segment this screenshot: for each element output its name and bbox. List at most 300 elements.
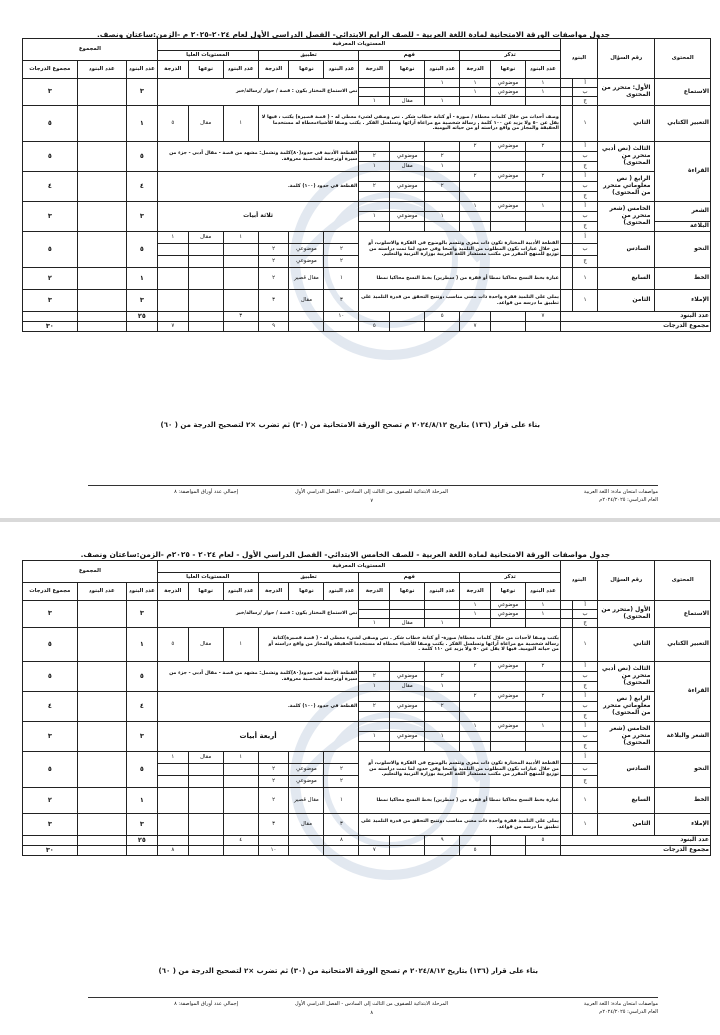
subject-grammar: النحو	[655, 752, 711, 788]
header-grade: الدرجة	[157, 61, 188, 79]
cell-value: ١	[223, 232, 258, 244]
subject-grammar: النحو	[655, 232, 711, 268]
total-count: ٥	[126, 662, 157, 692]
cell-value: ٢	[324, 776, 359, 788]
cell-value: ٢	[359, 702, 390, 712]
cell-value: ١	[525, 722, 560, 732]
total-grades: ٣	[23, 290, 78, 312]
cell-value: ٥	[157, 628, 188, 662]
cell-value: ١	[359, 732, 390, 742]
item-letter: أ	[573, 202, 598, 212]
subject-reading: القراءة	[655, 662, 711, 722]
cell-value: ٢	[460, 692, 491, 702]
question-2: الثاني	[597, 628, 655, 662]
cell-type: موضوعي	[390, 672, 425, 682]
header-count: عدد البنود	[126, 61, 157, 79]
header-content: المحتوى	[655, 561, 711, 601]
spec-table-grade5	[22, 560, 711, 856]
q6-description: القطعة الأدبية المختارة تكون ذات مغزى وتتسم بالوضوح في الفكرة والاسلوب، أو من خلال عبارات يكون المطلوب من التلميذ واضحا وفي حدود لما تمت دراسته من توزيع للمنهج المقرر من مكتب مستشار اللغة العربية بوزارة التربية والتعليم.	[359, 232, 561, 268]
cell-value: ٧	[525, 312, 560, 322]
cell-value: ١	[425, 619, 460, 628]
total-grades: ٣	[23, 814, 78, 836]
q4-description: القطعة في حدود (١٠٠) كلمة.	[157, 692, 359, 722]
cell-value: ٢	[425, 702, 460, 712]
q4-description: القطعة في حدود (١٠٠) كلمة.	[157, 172, 359, 202]
cell-value: ٢	[324, 256, 359, 268]
header-question-no: رقم السؤال	[597, 39, 655, 79]
total-grades: ٥	[23, 232, 78, 268]
total-count: ٥	[126, 752, 157, 788]
item-letter: ج	[573, 619, 598, 628]
cell-value: ٢	[425, 182, 460, 192]
cell-value: ٣	[223, 312, 258, 322]
footer-sheets: إجمالي عدد أوراق المواصفة: ٨	[174, 1001, 238, 1007]
total-grades: ٣	[23, 79, 78, 106]
cell-type: مقال	[390, 619, 425, 628]
item-letter: أ	[573, 692, 598, 702]
subject-listening: الاستماع	[655, 79, 711, 106]
q8-description: يملى على التلميذ فقرة واحدة ذات معنى مناسب ،وتتيح التحقق من قدرة التلميذ على تطبيق ما درسه من قواعد.	[359, 290, 561, 312]
item-letter: ١	[573, 290, 598, 312]
cell-value: ١	[460, 610, 491, 619]
cell-type: مقال قصير	[289, 788, 324, 814]
cell-type: موضوعي	[289, 244, 324, 256]
header-type: نوعها	[490, 61, 525, 79]
page-1-footer	[88, 485, 658, 507]
cell-value: ١	[359, 212, 390, 222]
question-5: الخامس (شعر متحرر من المحتوى)	[597, 722, 655, 752]
total-grades: ٣	[23, 722, 78, 752]
item-letter: ج	[573, 776, 598, 788]
cell-value: ٨	[324, 836, 359, 846]
total-count: ١	[126, 268, 157, 290]
cell-value: ٢	[525, 692, 560, 702]
question-1: الأول: متحرر من المحتوى	[597, 79, 655, 106]
question-6: السادس	[597, 232, 655, 268]
q2-description: وصف أحداث من خلال كلمات معطاة / صورة - أو كتابة خطاب شكر . نص وصفي لشيء معطى له - ( قصة قصيرة) يكتب ، فيها لا يقل عن ٥٠ ولا يزيد عن ١٠٠ كلمة . رسالة شخصية مع مراعاة آرائها وتسلسل الفكر . يكتب وصفا للأشياءمعطاة له مستخدما الحقيقة والمجاز من واقع دراسته أو من حياته اليومية.	[258, 106, 560, 142]
cell-value: ١	[525, 88, 560, 97]
cell-type: مقال	[390, 97, 425, 106]
total-count: ٥	[126, 142, 157, 172]
spec-table-grade4	[22, 38, 711, 332]
header-apply: تطبيق	[258, 51, 359, 61]
subject-poetry: الشعر	[655, 202, 711, 222]
header-total: المجموع	[23, 561, 158, 583]
total-count: ٣	[126, 79, 157, 106]
question-4: الرابع ( نص معلوماتي متحرر من المحتوى)	[597, 172, 655, 202]
cell-value: ١	[324, 268, 359, 290]
cell-value: ١	[359, 97, 390, 106]
cell-type: موضوعي	[289, 256, 324, 268]
cell-value: ٢	[460, 662, 491, 672]
cell-type: موضوعي	[490, 79, 525, 88]
cell-value: ١	[525, 79, 560, 88]
cell-value: ١	[425, 212, 460, 222]
footer-stage: المرحلة الابتدائية للصفوف من الثالث إلى السادس - الفصل الدراسي الأول	[295, 489, 448, 495]
cell-value: ٣	[324, 814, 359, 836]
total-grades: ٣٠	[23, 846, 78, 856]
row-sum-grades: مجموع الدرجات	[560, 322, 710, 332]
subject-listening: الاستماع	[655, 601, 711, 628]
item-letter: ب	[573, 152, 598, 162]
cell-value: ٥	[425, 312, 460, 322]
header-type: نوعها	[289, 583, 324, 601]
q5-description: ثلاثة أبيات	[157, 202, 359, 232]
header-grade: الدرجة	[359, 583, 390, 601]
total-count: ٢٥	[126, 312, 157, 322]
total-grades: ٥	[23, 106, 78, 142]
question-7: السابع	[597, 788, 655, 814]
cell-type: موضوعي	[390, 732, 425, 742]
subject-calligraphy: الخط	[655, 268, 711, 290]
item-letter: ١	[573, 106, 598, 142]
header-count: عدد البنود	[425, 61, 460, 79]
item-letter: ب	[573, 764, 598, 776]
header-understand: فهم	[359, 51, 460, 61]
item-letter: ج	[573, 712, 598, 722]
cell-value: ٢	[258, 256, 289, 268]
total-count: ١	[126, 106, 157, 142]
cell-value: ١٠	[324, 312, 359, 322]
header-count: عدد البنود	[525, 61, 560, 79]
header-count: عدد البنود	[525, 583, 560, 601]
subject-dictation: الإملاء	[655, 814, 711, 836]
item-letter: ب	[573, 244, 598, 256]
cell-value: ٢	[460, 172, 491, 182]
cell-value: ٣	[258, 814, 289, 836]
cell-type: موضوعي	[490, 662, 525, 672]
question-5: الخامس (شعر متحرر من المحتوى)	[597, 202, 655, 232]
cell-value: ٥	[359, 322, 390, 332]
cell-type: مقال قصير	[289, 268, 324, 290]
cell-value: ١	[525, 610, 560, 619]
item-letter: ج	[573, 256, 598, 268]
header-type: نوعها	[188, 583, 223, 601]
cell-value: ٩	[425, 836, 460, 846]
footer-year: العام الدراسي: ٢٠٢٤/٢٠٢٥م	[599, 497, 658, 503]
item-letter: ١	[573, 788, 598, 814]
cell-value: ٥	[460, 846, 491, 856]
footer-sheets: إجمالي عدد أوراق المواصفة: ٨	[174, 489, 238, 495]
header-type: نوعها	[390, 583, 425, 601]
total-grades: ٥	[23, 142, 78, 172]
total-count: ٤	[126, 172, 157, 202]
item-letter: ب	[573, 182, 598, 192]
page-2-title: جدول مواصفات الورقة الامتحانية لمادة اللغة العربية - للصف الخامس الابتدائي- الفصل الدراسي الأول - لعام ٢٠٢٤ - ٢٠٢٥م -الزمن:ساعتان ونصف.	[80, 550, 610, 559]
item-letter: أ	[573, 79, 598, 88]
q5-description: أربعة أبيات	[157, 722, 359, 752]
page-number: ٧	[370, 498, 373, 504]
question-1: الأول (متحرر من المحتوى)	[597, 601, 655, 628]
cell-type: موضوعي	[490, 88, 525, 97]
header-higher: المستويات العليا	[157, 51, 258, 61]
cell-value: ١	[460, 88, 491, 97]
header-higher: المستويات العليا	[157, 573, 258, 583]
header-cognitive: المستويات المعرفية	[157, 39, 560, 51]
header-count: عدد البنود	[77, 583, 126, 601]
cell-value: ١	[324, 788, 359, 814]
total-count: ١	[126, 628, 157, 662]
footer-subject: مواصفات امتحان مادة: اللغة العربية	[583, 1001, 658, 1007]
cell-value: ١	[223, 628, 258, 662]
cell-type: موضوعي	[490, 722, 525, 732]
cell-value: ١	[425, 162, 460, 172]
item-letter: ١	[573, 814, 598, 836]
cell-value: ٣	[324, 290, 359, 312]
header-type: نوعها	[490, 583, 525, 601]
cell-type: مقال	[289, 814, 324, 836]
cell-value: ٥	[157, 106, 188, 142]
subject-writing: التعبير الكتابي	[655, 628, 711, 662]
total-grades: ٥	[23, 628, 78, 662]
cell-value: ٩	[258, 322, 289, 332]
cell-value: ٢	[525, 172, 560, 182]
cell-value: ٢	[525, 142, 560, 152]
cell-type: موضوعي	[390, 212, 425, 222]
cell-type: موضوعي	[490, 692, 525, 702]
cell-value: ١	[460, 79, 491, 88]
header-cognitive: المستويات المعرفية	[157, 561, 560, 573]
cell-value: ١	[157, 232, 188, 244]
cell-value: ١	[223, 106, 258, 142]
subject-writing: التعبير الكتابي	[655, 106, 711, 142]
header-count: عدد البنود	[126, 583, 157, 601]
page-2-footer	[88, 997, 658, 1019]
header-total: المجموع	[23, 39, 158, 61]
subject-calligraphy: الخط	[655, 788, 711, 814]
question-7: السابع	[597, 268, 655, 290]
subject-dictation: الإملاء	[655, 290, 711, 312]
cell-value: ٤	[223, 836, 258, 846]
item-letter: ج	[573, 192, 598, 202]
total-count: ٣	[126, 722, 157, 752]
cell-type: موضوعي	[490, 172, 525, 182]
total-grades: ٣	[23, 202, 78, 232]
q8-description: يملى على التلميذ فقرة واحدة ذات معنى مناسب ،وتتيح التحقق من قدرة التلميذ على تطبيق ما درسه من قواعد.	[359, 814, 561, 836]
cell-value: ١	[425, 682, 460, 692]
cell-type: مقال	[188, 628, 223, 662]
item-letter: أ	[573, 752, 598, 764]
cell-value: ١	[359, 619, 390, 628]
cell-value: ٢	[324, 764, 359, 776]
q7-description: عبارة بخط النسخ محاكيا نمطا أو فقرة من ( سطرين) بخط النسخ محاكيا نمطا	[359, 268, 561, 290]
row-num-items: عدد البنود	[560, 836, 710, 846]
cell-value: ٢	[258, 244, 289, 256]
item-letter: أ	[573, 232, 598, 244]
cell-value: ٧	[359, 846, 390, 856]
cell-value: ٧	[460, 322, 491, 332]
cell-type: موضوعي	[490, 601, 525, 610]
question-6: السادس	[597, 752, 655, 788]
cell-type: مقال	[188, 106, 223, 142]
item-letter: ب	[573, 610, 598, 619]
cell-type: مقال	[188, 752, 223, 764]
question-8: الثامن	[597, 290, 655, 312]
q1-description: نص الاستماع المختار يكون : قصة / حوار /رسالة/خبر	[157, 79, 359, 106]
q1-description: نص الاستماع المختار يكون : قصة / حوار /رسالة/خبر	[157, 601, 359, 628]
page-1-title: جدول مواصفات الورقة الامتحانية لمادة اللغة العربية - للصف الرابع الابتدائي- الفصل الدراسي الأول لعام ٢٠٢٤-٢٠٢٥ م -الزمن:ساعتان ونصف.	[97, 30, 610, 39]
header-count: عدد البنود	[77, 61, 126, 79]
cell-type: موضوعي	[390, 702, 425, 712]
item-letter: ج	[573, 742, 598, 752]
cell-type: موضوعي	[289, 776, 324, 788]
q3-description: القطعة الأدبية في حدود(٨٠)كلمة وتشمل: مشهد من قصة - مقال أدبي - جزء من سيرة أوترجمة لشخصية معروفة.	[157, 662, 359, 692]
header-remember: تذكر	[460, 51, 561, 61]
total-grades: ٥	[23, 752, 78, 788]
header-question-no: رقم السؤال	[597, 561, 655, 601]
cell-value: ٢	[258, 788, 289, 814]
header-items: البنود	[560, 561, 597, 601]
cell-value: ١	[425, 732, 460, 742]
footer-year: العام الدراسي: ٢٠٢٤/٢٠٢٥م	[599, 1009, 658, 1015]
item-letter: أ	[573, 662, 598, 672]
header-content: المحتوى	[655, 39, 711, 79]
cell-type: موضوعي	[490, 142, 525, 152]
item-letter: أ	[573, 722, 598, 732]
total-grades: ٤	[23, 692, 78, 722]
cell-value: ١	[460, 601, 491, 610]
cell-value: ٥	[525, 836, 560, 846]
cell-value: ١	[359, 162, 390, 172]
item-letter: ج	[573, 222, 598, 232]
header-count: عدد البنود	[324, 61, 359, 79]
item-letter: أ	[573, 142, 598, 152]
cell-type: موضوعي	[390, 182, 425, 192]
cell-value: ١	[223, 752, 258, 764]
cell-value: ١	[460, 202, 491, 212]
total-count: ٣	[126, 202, 157, 232]
cell-value: ١	[425, 79, 460, 88]
total-grades: ٢	[23, 788, 78, 814]
header-count: عدد البنود	[223, 61, 258, 79]
page-1-note: بناء على قرار (١٣٦) بتاريخ ٢٠٢٤/٨/١٢ م تصحح الورقة الامتحانية من (٣٠) ثم تضرب ×٢ لتصحيح الدرجة من ( ٦٠)	[160, 421, 540, 429]
cell-type: مقال	[188, 232, 223, 244]
item-letter: ج	[573, 682, 598, 692]
question-3: الثالث (نص أدبي متحرر من المحتوى)	[597, 662, 655, 692]
cell-type: مقال	[390, 162, 425, 172]
cell-type: موضوعي	[390, 152, 425, 162]
header-type: نوعها	[289, 61, 324, 79]
cell-value: ٢	[359, 182, 390, 192]
cell-value: ٢	[258, 764, 289, 776]
cell-value: ٣	[258, 290, 289, 312]
header-grade: الدرجة	[460, 61, 491, 79]
item-letter: ١	[573, 628, 598, 662]
item-letter: أ	[573, 172, 598, 182]
question-2: الثاني	[597, 106, 655, 142]
cell-value: ١	[157, 752, 188, 764]
cell-type: مقال	[289, 290, 324, 312]
total-grades: ٥	[23, 662, 78, 692]
total-count: ٣	[126, 601, 157, 628]
item-letter: ج	[573, 97, 598, 106]
cell-value: ٢	[425, 152, 460, 162]
header-items: البنود	[560, 39, 597, 79]
cell-value: ١	[460, 722, 491, 732]
cell-value: ٢	[359, 152, 390, 162]
total-grades: ٤	[23, 172, 78, 202]
header-grade: الدرجة	[258, 583, 289, 601]
total-grades: ٢	[23, 268, 78, 290]
question-3: الثالث (نص أدبي متحرر من المحتوى)	[597, 142, 655, 172]
header-type: نوعها	[188, 61, 223, 79]
header-grade: الدرجة	[258, 61, 289, 79]
cell-type: مقال	[390, 682, 425, 692]
header-remember: تذكر	[460, 573, 561, 583]
cell-value: ٢	[525, 662, 560, 672]
total-count: ٣	[126, 290, 157, 312]
cell-value: ٢	[258, 268, 289, 290]
cell-type: موضوعي	[490, 610, 525, 619]
item-letter: أ	[573, 601, 598, 610]
header-type: نوعها	[390, 61, 425, 79]
subject-poetry-rhetoric: الشعر والبلاغة	[655, 722, 711, 752]
total-count: ٢٥	[126, 836, 157, 846]
total-grades: ٣	[23, 601, 78, 628]
header-understand: فهم	[359, 573, 460, 583]
header-total-grades: مجموع الدرجات	[23, 583, 78, 601]
item-letter: ب	[573, 88, 598, 97]
item-letter: ج	[573, 162, 598, 172]
item-letter: ب	[573, 702, 598, 712]
item-letter: ب	[573, 212, 598, 222]
cell-value: ١	[425, 97, 460, 106]
header-apply: تطبيق	[258, 573, 359, 583]
q6-description: القطعة الأدبية المختارة تكون ذات مغزى وتتسم بالوضوح في الفكرة والاسلوب، أو من خلال عبارات يكون المطلوب من التلميذ واضحا وفي حدود لما تمت دراسته من توزيع للمنهج المقرر من مكتب مستشار اللغة العربية بوزارة التربية والتعليم.	[359, 752, 561, 788]
footer-subject: مواصفات امتحان مادة: اللغة العربية	[583, 489, 658, 495]
cell-value: ٢	[324, 244, 359, 256]
row-sum-grades: مجموع الدرجات	[560, 846, 710, 856]
cell-value: ١	[359, 682, 390, 692]
cell-value: ٢	[258, 776, 289, 788]
question-8: الثامن	[597, 814, 655, 836]
cell-value: ٢	[460, 142, 491, 152]
header-count: عدد البنود	[223, 583, 258, 601]
q7-description: عبارة بخط النسخ محاكيا نمطا أو فقرة من ( سطرين) بخط النسخ محاكيا نمطا	[359, 788, 561, 814]
total-count: ٥	[126, 232, 157, 268]
cell-value: ٧	[157, 322, 188, 332]
q3-description: القطعة الأدبية في حدود(٨٠)كلمة وتشمل: مشهد من قصة - مقال أدبي - جزء من سيرة أوترجمة لشخصية معروفة.	[157, 142, 359, 172]
header-count: عدد البنود	[324, 583, 359, 601]
item-letter: ب	[573, 672, 598, 682]
cell-value: ٨	[157, 846, 188, 856]
page-2-note: بناء على قرار (١٣٦) بتاريخ ٢٠٢٤/٨/١٢ م تصحح الورقة الامتحانية من (٣٠) ثم تضرب ×٢ لتصحيح الدرجة من ( ٦٠)	[158, 967, 538, 975]
header-grade: الدرجة	[359, 61, 390, 79]
total-grades: ٣٠	[23, 322, 78, 332]
header-grade: الدرجة	[460, 583, 491, 601]
row-num-items: عدد البنود	[560, 312, 710, 322]
cell-value: ١	[525, 202, 560, 212]
item-letter: ١	[573, 268, 598, 290]
total-count: ٣	[126, 814, 157, 836]
cell-value: ١٠	[258, 846, 289, 856]
cell-value: ١	[525, 601, 560, 610]
footer-stage: المرحلة الابتدائية للصفوف من الثالث إلى السادس - الفصل الدراسي الأول	[295, 1001, 448, 1007]
cell-type: موضوعي	[490, 202, 525, 212]
header-grade: الدرجة	[157, 583, 188, 601]
subject-reading: القراءة	[655, 142, 711, 202]
total-count: ٤	[126, 692, 157, 722]
page-number: ٨	[370, 1010, 373, 1016]
header-count: عدد البنود	[425, 583, 460, 601]
q2-description: يكتب وصفا لأحداث من خلال كلمات معطاة/ صورة- أو كتابة خطاب شكر . نص وصفي لشيء معطى له - ( قصة قصيرة)كتابة رسالة شخصية مع مراعاة آرائها وتسلسل الفكر . يكتب وصفا للأشياء معطاة له مستخدما الحقيقة والمجاز من واقع دراسته أو من حياته اليومية. فيها لا يقل عن ٥٠ ولا يزيد عن ١١٠ كلمة .	[258, 628, 560, 662]
item-letter: ب	[573, 732, 598, 742]
cell-value: ٢	[359, 672, 390, 682]
cell-value: ٢	[425, 672, 460, 682]
cell-type: موضوعي	[289, 764, 324, 776]
total-count: ١	[126, 788, 157, 814]
header-total-grades: مجموع الدرجات	[23, 61, 78, 79]
